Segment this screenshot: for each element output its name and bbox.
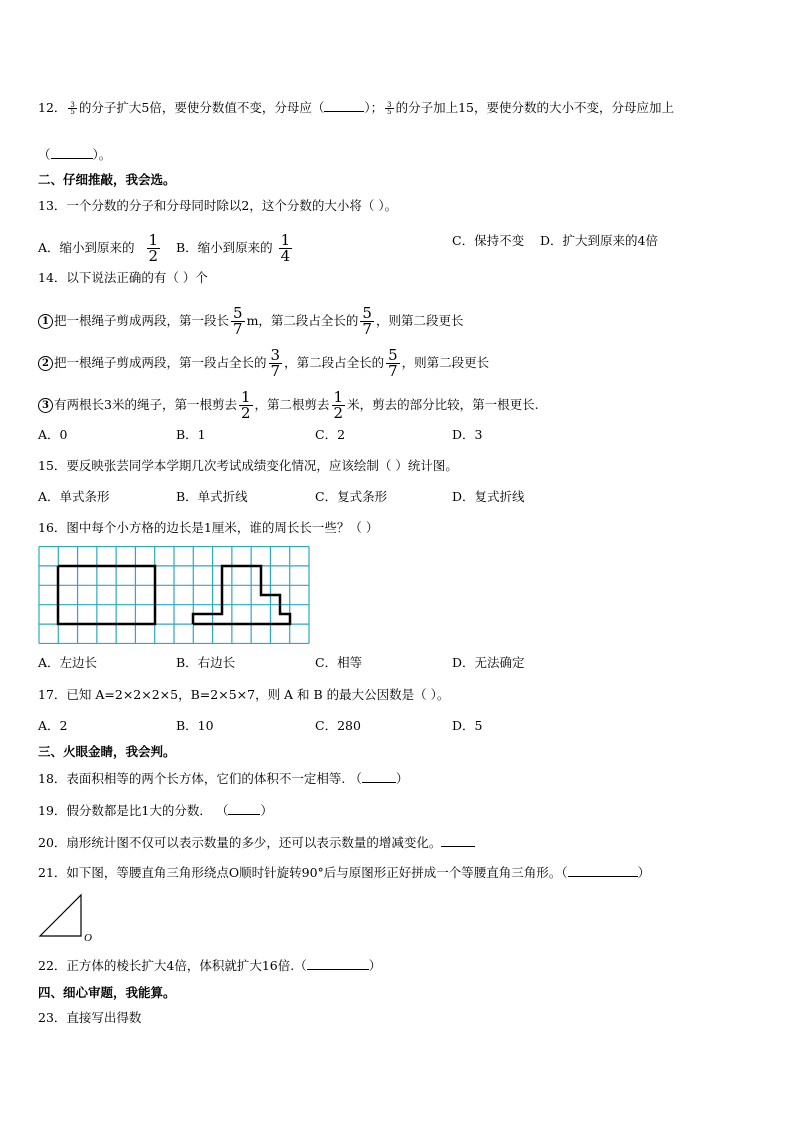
q14-statement-3: 3 有两根长3米的绳子，第一根剪去 $\frac{1}{2}$ ，第二根剪去 $\frac{1}{2}$ 米，剪去的部分比较，第一根更长.: [38, 390, 539, 421]
q17-option-a[interactable]: A．2: [38, 718, 68, 733]
q14-option-b[interactable]: B．1: [176, 427, 206, 442]
q16-question: 16．图中每个小方格的边长是1厘米，谁的周长长一些？（ ）: [38, 520, 379, 535]
q17-option-d[interactable]: D．5: [452, 718, 483, 733]
q13-option-d[interactable]: D．扩大到原来的4倍: [540, 233, 658, 248]
circled-number-3: 3: [38, 398, 53, 413]
q17-option-c[interactable]: C．280: [315, 718, 361, 733]
q22-statement: 22．正方体的棱长扩大4倍，体积就扩大16倍.（ ）: [38, 958, 382, 973]
q16-option-d[interactable]: D．无法确定: [452, 655, 525, 670]
q15-option-b[interactable]: B．单式折线: [176, 489, 248, 504]
q16-grid-figure: [38, 546, 310, 644]
q20-statement: 20．扇形统计图不仅可以表示数量的多少，还可以表示数量的增减变化。: [38, 834, 475, 851]
q21-statement: 21．如下图，等腰直角三角形绕点O顺时针旋转90°后与原图形正好拼成一个等腰直角三角形。（ ）: [38, 865, 651, 880]
q14-statement-2: 2 把一根绳子剪成两段，第一段占全长的 $\frac{3}{7}$ ，第二段占全长的 $\frac{5}{7}$ ，则第二段更长: [38, 348, 489, 379]
q13-fraction-a: $\frac{1}{2}$: [148, 231, 159, 265]
q15-option-a[interactable]: A．单式条形: [38, 489, 110, 504]
q15-question: 15．要反映张芸同学本学期几次考试成绩变化情况，应该绘制（ ）统计图。: [38, 458, 458, 473]
q12-line1: 12． $\frac{3}{5}$ 的分子扩大5倍，要使分数值不变，分母应（ ）； $\frac{3}{5}$ 的分子加上15，要使分数的大小不变，分母应加上: [38, 100, 674, 116]
q19-answer-blank[interactable]: [228, 802, 260, 815]
point-o-label: O: [84, 932, 92, 944]
q16-option-b[interactable]: B．右边长: [176, 655, 236, 670]
q12-fraction-a: $\frac{3}{5}$: [70, 101, 75, 116]
q18-answer-blank[interactable]: [362, 770, 396, 783]
q14-question: 14．以下说法正确的有（ ）个: [38, 270, 208, 285]
q12-fraction-b: $\frac{3}{5}$: [387, 101, 392, 116]
q23-question: 23．直接写出得数: [38, 1010, 142, 1025]
q21-answer-blank[interactable]: [568, 864, 638, 877]
q14-option-a[interactable]: A．0: [38, 427, 68, 442]
q14-statement-1: 1 把一根绳子剪成两段，第一段长 $\frac{5}{7}$ m，第二段占全长的 $\frac{5}{7}$ ，则第二段更长: [38, 306, 463, 337]
section-2-heading: 二、仔细推敲，我会选。: [38, 172, 176, 187]
q14-option-d[interactable]: D．3: [452, 427, 483, 442]
q12-answer-blank-2[interactable]: [51, 146, 93, 159]
q12-line2: （ ）。: [38, 147, 112, 162]
q19-statement: 19．假分数都是比1大的分数． （ ）: [38, 803, 273, 818]
q17-option-b[interactable]: B．10: [176, 718, 214, 733]
q16-option-a[interactable]: A．左边长: [38, 655, 98, 670]
q15-option-c[interactable]: C．复式条形: [315, 489, 388, 504]
q13-option-c[interactable]: C．保持不变: [452, 233, 525, 248]
q16-option-c[interactable]: C．相等: [315, 655, 363, 670]
q12-answer-blank-1[interactable]: [324, 99, 364, 112]
q22-answer-blank[interactable]: [307, 957, 369, 970]
circled-number-2: 2: [38, 356, 53, 371]
q21-triangle-figure: [38, 893, 98, 945]
q14-option-c[interactable]: C．2: [315, 427, 346, 442]
section-3-heading: 三、火眼金睛，我会判。: [38, 744, 176, 759]
section-4-heading: 四、细心审题，我能算。: [38, 985, 176, 1000]
q20-answer-blank[interactable]: [441, 834, 475, 847]
q13-question: 13．一个分数的分子和分母同时除以2，这个分数的大小将（ ）。: [38, 198, 398, 213]
left-rectangle-shape: [58, 566, 155, 624]
q13-option-a[interactable]: A．缩小到原来的 $\frac{1}{2}$: [38, 231, 159, 265]
isosceles-right-triangle: [40, 895, 81, 936]
q13-fraction-b: $\frac{1}{4}$: [280, 231, 291, 265]
q15-option-d[interactable]: D．复式折线: [452, 489, 525, 504]
circled-number-1: 1: [38, 314, 53, 329]
right-stepped-shape: [193, 566, 290, 624]
q18-statement: 18．表面积相等的两个长方体，它们的体积不一定相等. （ ）: [38, 771, 409, 786]
q13-option-b[interactable]: B．缩小到原来的 $\frac{1}{4}$: [176, 231, 291, 265]
q17-question: 17．已知 A=2×2×2×5，B=2×5×7，则 A 和 B 的最大公因数是（ ）。: [38, 687, 450, 702]
